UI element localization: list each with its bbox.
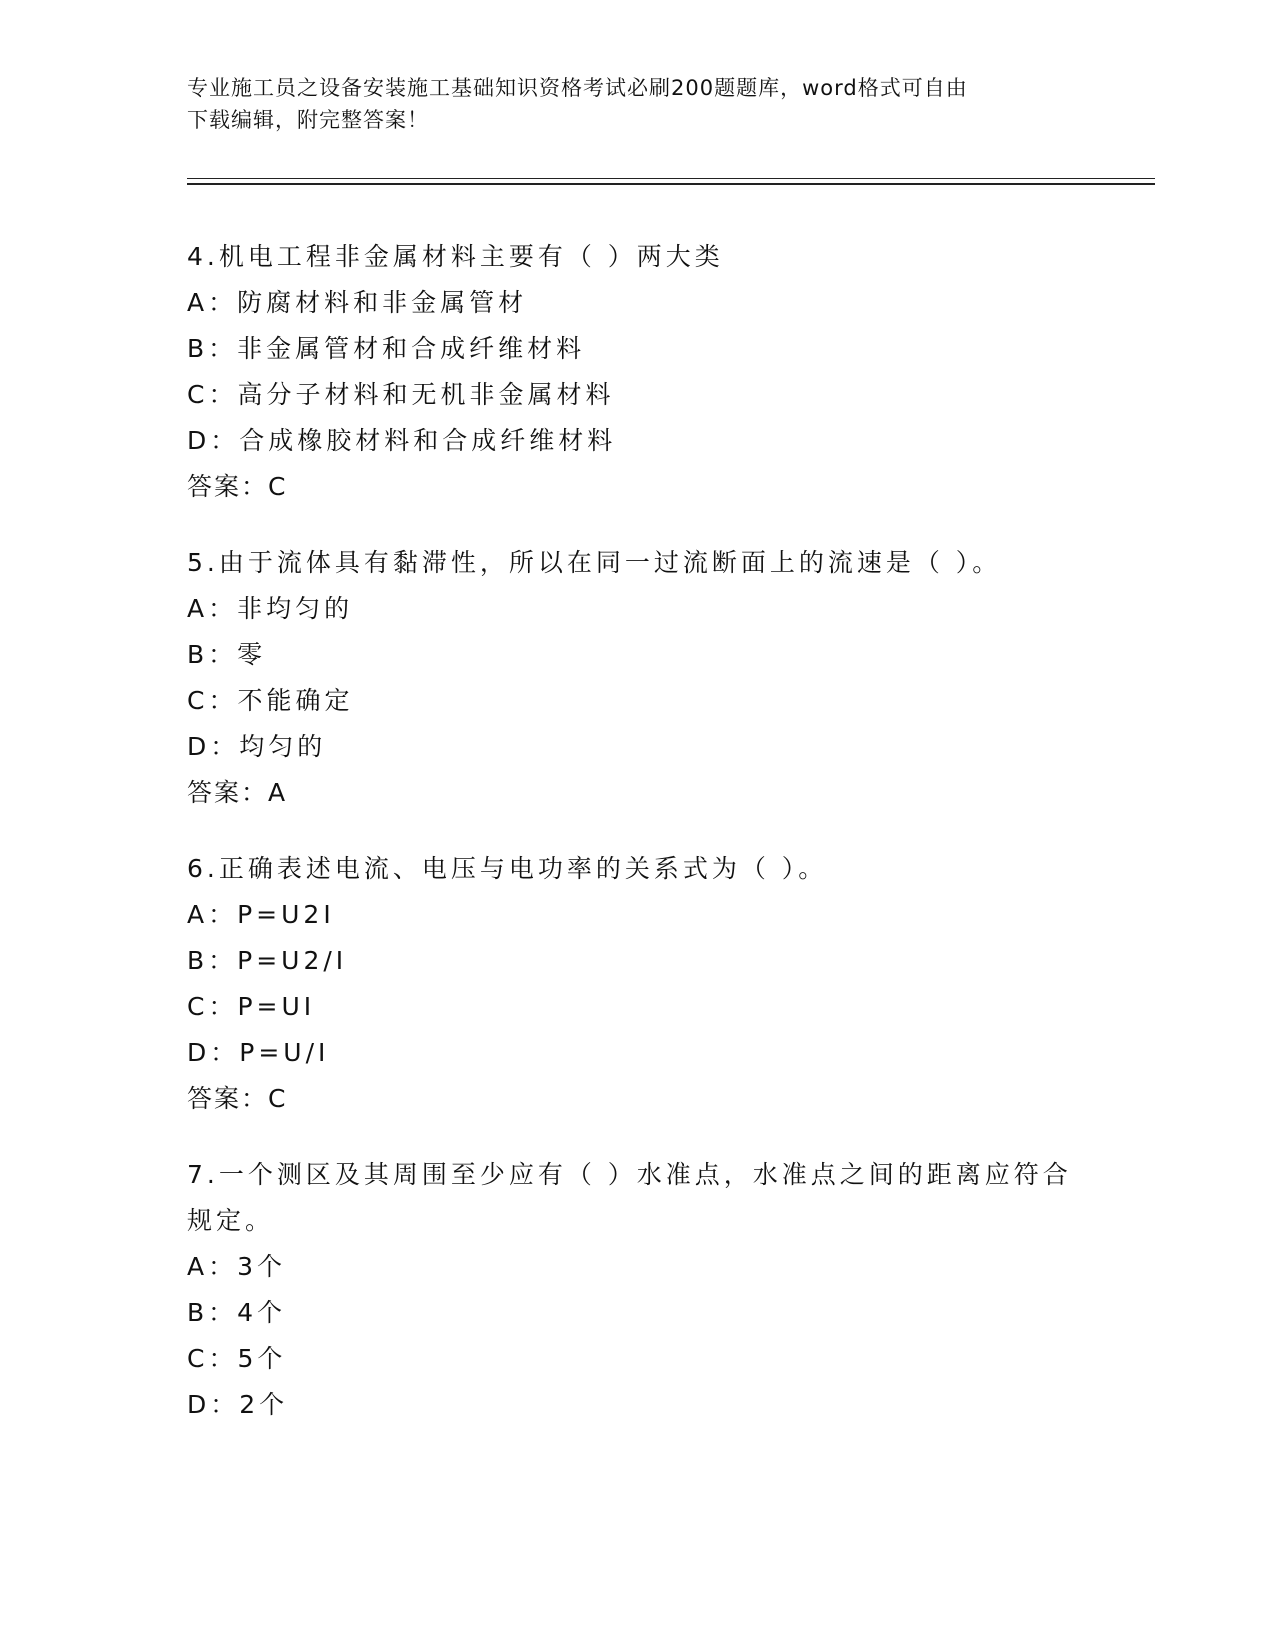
question-stem: 5.由于流体具有黏滞性，所以在同一过流断面上的流速是（ ）。	[187, 548, 1002, 577]
question-stem: 4.机电工程非金属材料主要有（ ）两大类	[187, 242, 724, 271]
question-stem: 7.一个测区及其周围至少应有（ ）水准点，水准点之间的距离应符合规定。	[187, 1160, 1072, 1235]
header-divider-top	[187, 178, 1155, 179]
header-line-2: 下载编辑，附完整答案！	[187, 108, 429, 132]
option-c: C：P=UI	[187, 992, 316, 1021]
option-b: B：零	[187, 640, 267, 669]
question-6	[187, 846, 1087, 1122]
option-d: D：P=U/I	[187, 1038, 330, 1067]
option-a: A：3个	[187, 1252, 287, 1281]
answer: 答案：A	[187, 778, 288, 807]
option-b: B：P=U2/I	[187, 946, 348, 975]
question-stem: 6.正确表述电流、电压与电功率的关系式为（ ）。	[187, 854, 828, 883]
question-4	[187, 234, 1087, 510]
option-c: C：5个	[187, 1344, 287, 1373]
header-line-1: 专业施工员之设备安装施工基础知识资格考试必刷200题题库，word格式可自由	[187, 76, 968, 100]
option-d: D：2个	[187, 1390, 289, 1419]
option-b: B：4个	[187, 1298, 287, 1327]
option-a: A：非均匀的	[187, 594, 354, 623]
option-a: A：防腐材料和非金属管材	[187, 288, 528, 317]
header-divider-bottom	[187, 183, 1155, 185]
option-c: C：不能确定	[187, 686, 354, 715]
document-header	[187, 72, 1087, 136]
question-list	[187, 234, 1087, 1458]
option-a: A：P=U2I	[187, 900, 335, 929]
answer: 答案：C	[187, 1084, 288, 1113]
answer: 答案：C	[187, 472, 288, 501]
option-d: D：均匀的	[187, 732, 327, 761]
question-5	[187, 540, 1087, 816]
option-d: D：合成橡胶材料和合成纤维材料	[187, 426, 617, 455]
option-b: B：非金属管材和合成纤维材料	[187, 334, 586, 363]
option-c: C：高分子材料和无机非金属材料	[187, 380, 615, 409]
question-7	[187, 1152, 1087, 1428]
